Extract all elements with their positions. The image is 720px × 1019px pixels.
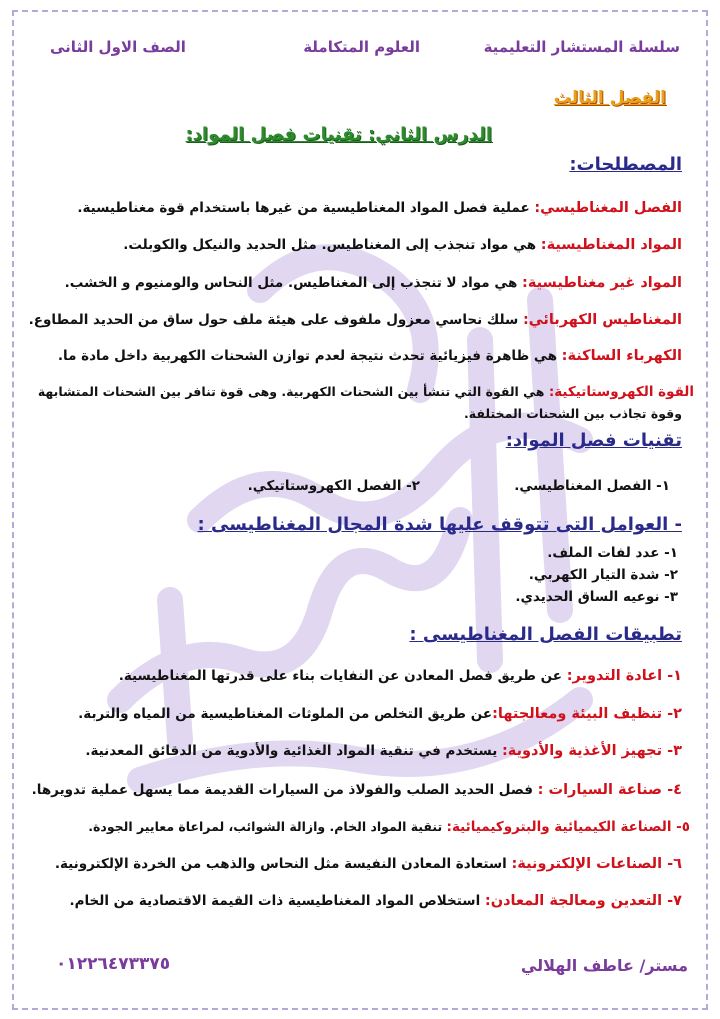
application-label: ٧- التعدين ومعالجة المعادن: (484, 893, 682, 909)
term-continuation: وقوة تجاذب بين الشحنات المختلفة. (464, 406, 682, 421)
term-definition: هي مواد تنجذب إلى المغناطيس. مثل الحديد والنيكل والكوبلت. (123, 237, 541, 253)
techniques-title: تقنيات فصل المواد: (505, 430, 682, 451)
term-label: المواد غير مغناطيسية: (522, 275, 682, 291)
term-row (38, 384, 694, 400)
application-definition: فصل الحديد الصلب والفولاذ من السيارات القديمة مما يسهل عملية تدويرها. (31, 782, 538, 798)
lesson-title: الدرس الثاني: تقنيات فصل المواد: (185, 124, 492, 145)
application-label: ٣- تجهيز الأغذية والأدوية: (502, 743, 682, 759)
application-row (55, 856, 682, 872)
application-label: ٤- صناعة السيارات : (537, 782, 682, 798)
factor-item: ١- عدد لفات الملف. (547, 545, 678, 561)
application-definition: يستخدم في تنقية المواد الغذائية والأدوية من الدقائق المعدنية. (85, 743, 502, 759)
application-row (69, 893, 682, 909)
term-row (123, 237, 682, 253)
header-subject: العلوم المتكاملة (303, 38, 420, 56)
application-row (32, 782, 682, 798)
header-series: سلسلة المستشار التعليمية (483, 38, 680, 56)
applications-title: تطبيقات الفصل المغناطيسى : (409, 624, 682, 645)
term-row (77, 200, 682, 216)
factor-item: ٣- نوعيه الساق الحديدي. (515, 589, 678, 605)
term-label: الكهرباء الساكنة: (561, 348, 682, 364)
term-label: القوة الكهروستاتيكية: (548, 384, 694, 400)
terms-title: المصطلحات: (569, 154, 682, 175)
term-label: المواد المغناطيسية: (540, 237, 682, 253)
application-row (119, 668, 682, 684)
application-label: ٢- تنظيف البيئة ومعالجتها: (492, 706, 682, 722)
term-row (29, 312, 682, 328)
application-definition: استخلاص المواد المغناطيسية ذات القيمة الاقتصادية من الخام. (69, 893, 485, 909)
term-definition: سلك نحاسي معزول ملفوف على هيئة ملف حول ساق من الحديد المطاوع. (28, 312, 523, 328)
term-label: الفصل المغناطيسي: (534, 200, 682, 216)
application-definition: استعادة المعادن النفيسة مثل النحاس والذهب من الخردة الإلكترونية. (54, 856, 512, 872)
application-definition: تنقية المواد الخام. وازالة الشوائب، لمراعاة معايير الجودة. (88, 819, 447, 834)
header-grade: الصف الاول الثانى (50, 38, 186, 56)
technique-item: ١- الفصل المغناطيسي. (514, 478, 670, 494)
application-row (85, 743, 682, 759)
term-definition: هي ظاهرة فيزيائية تحدث نتيجة لعدم توازن الشحنات الكهربية داخل مادة ما. (57, 348, 562, 364)
term-definition: عملية فصل المواد المغناطيسية من غيرها باستخدام قوة مغناطيسية. (77, 200, 535, 216)
term-row (65, 275, 682, 291)
term-definition: هي القوة التي تنشأ بين الشحنات الكهربية. وهى قوة تنافر بين الشحنات المتشابهة (37, 384, 549, 399)
phone-number: ٠١٢٢٦٤٧٣٣٧٥ (56, 954, 171, 974)
term-row (58, 348, 682, 364)
application-definition: عن طريق فصل المعادن عن النفايات بناء على قدرتها المغناطيسية. (118, 668, 567, 684)
factors-title: - العوامل التى تتوقف عليها شدة المجال المغناطيسى : (197, 514, 682, 535)
factor-item: ٢- شدة التيار الكهربي. (528, 567, 678, 583)
term-label: المغناطيس الكهربائي: (522, 312, 682, 328)
technique-item: ٢- الفصل الكهروستاتيكي. (247, 478, 420, 494)
application-row (88, 819, 690, 835)
application-label: ٦- الصناعات الإلكترونية: (511, 856, 682, 872)
term-definition: هي مواد لا تنجذب إلى المغناطيس. مثل النحاس والومنيوم و الخشب. (64, 275, 523, 291)
application-label: ٥- الصناعة الكيميائية والبتروكيميائية: (446, 819, 690, 835)
chapter-title: الفصل الثالث (553, 88, 666, 108)
application-definition: عن طريق التخلص من الملوثات المغناطيسية من المياه والتربة. (78, 706, 493, 722)
teacher-name: مستر/ عاطف الهلالي (520, 956, 688, 975)
application-row (78, 706, 682, 722)
application-label: ١- اعادة التدوير: (566, 668, 682, 684)
